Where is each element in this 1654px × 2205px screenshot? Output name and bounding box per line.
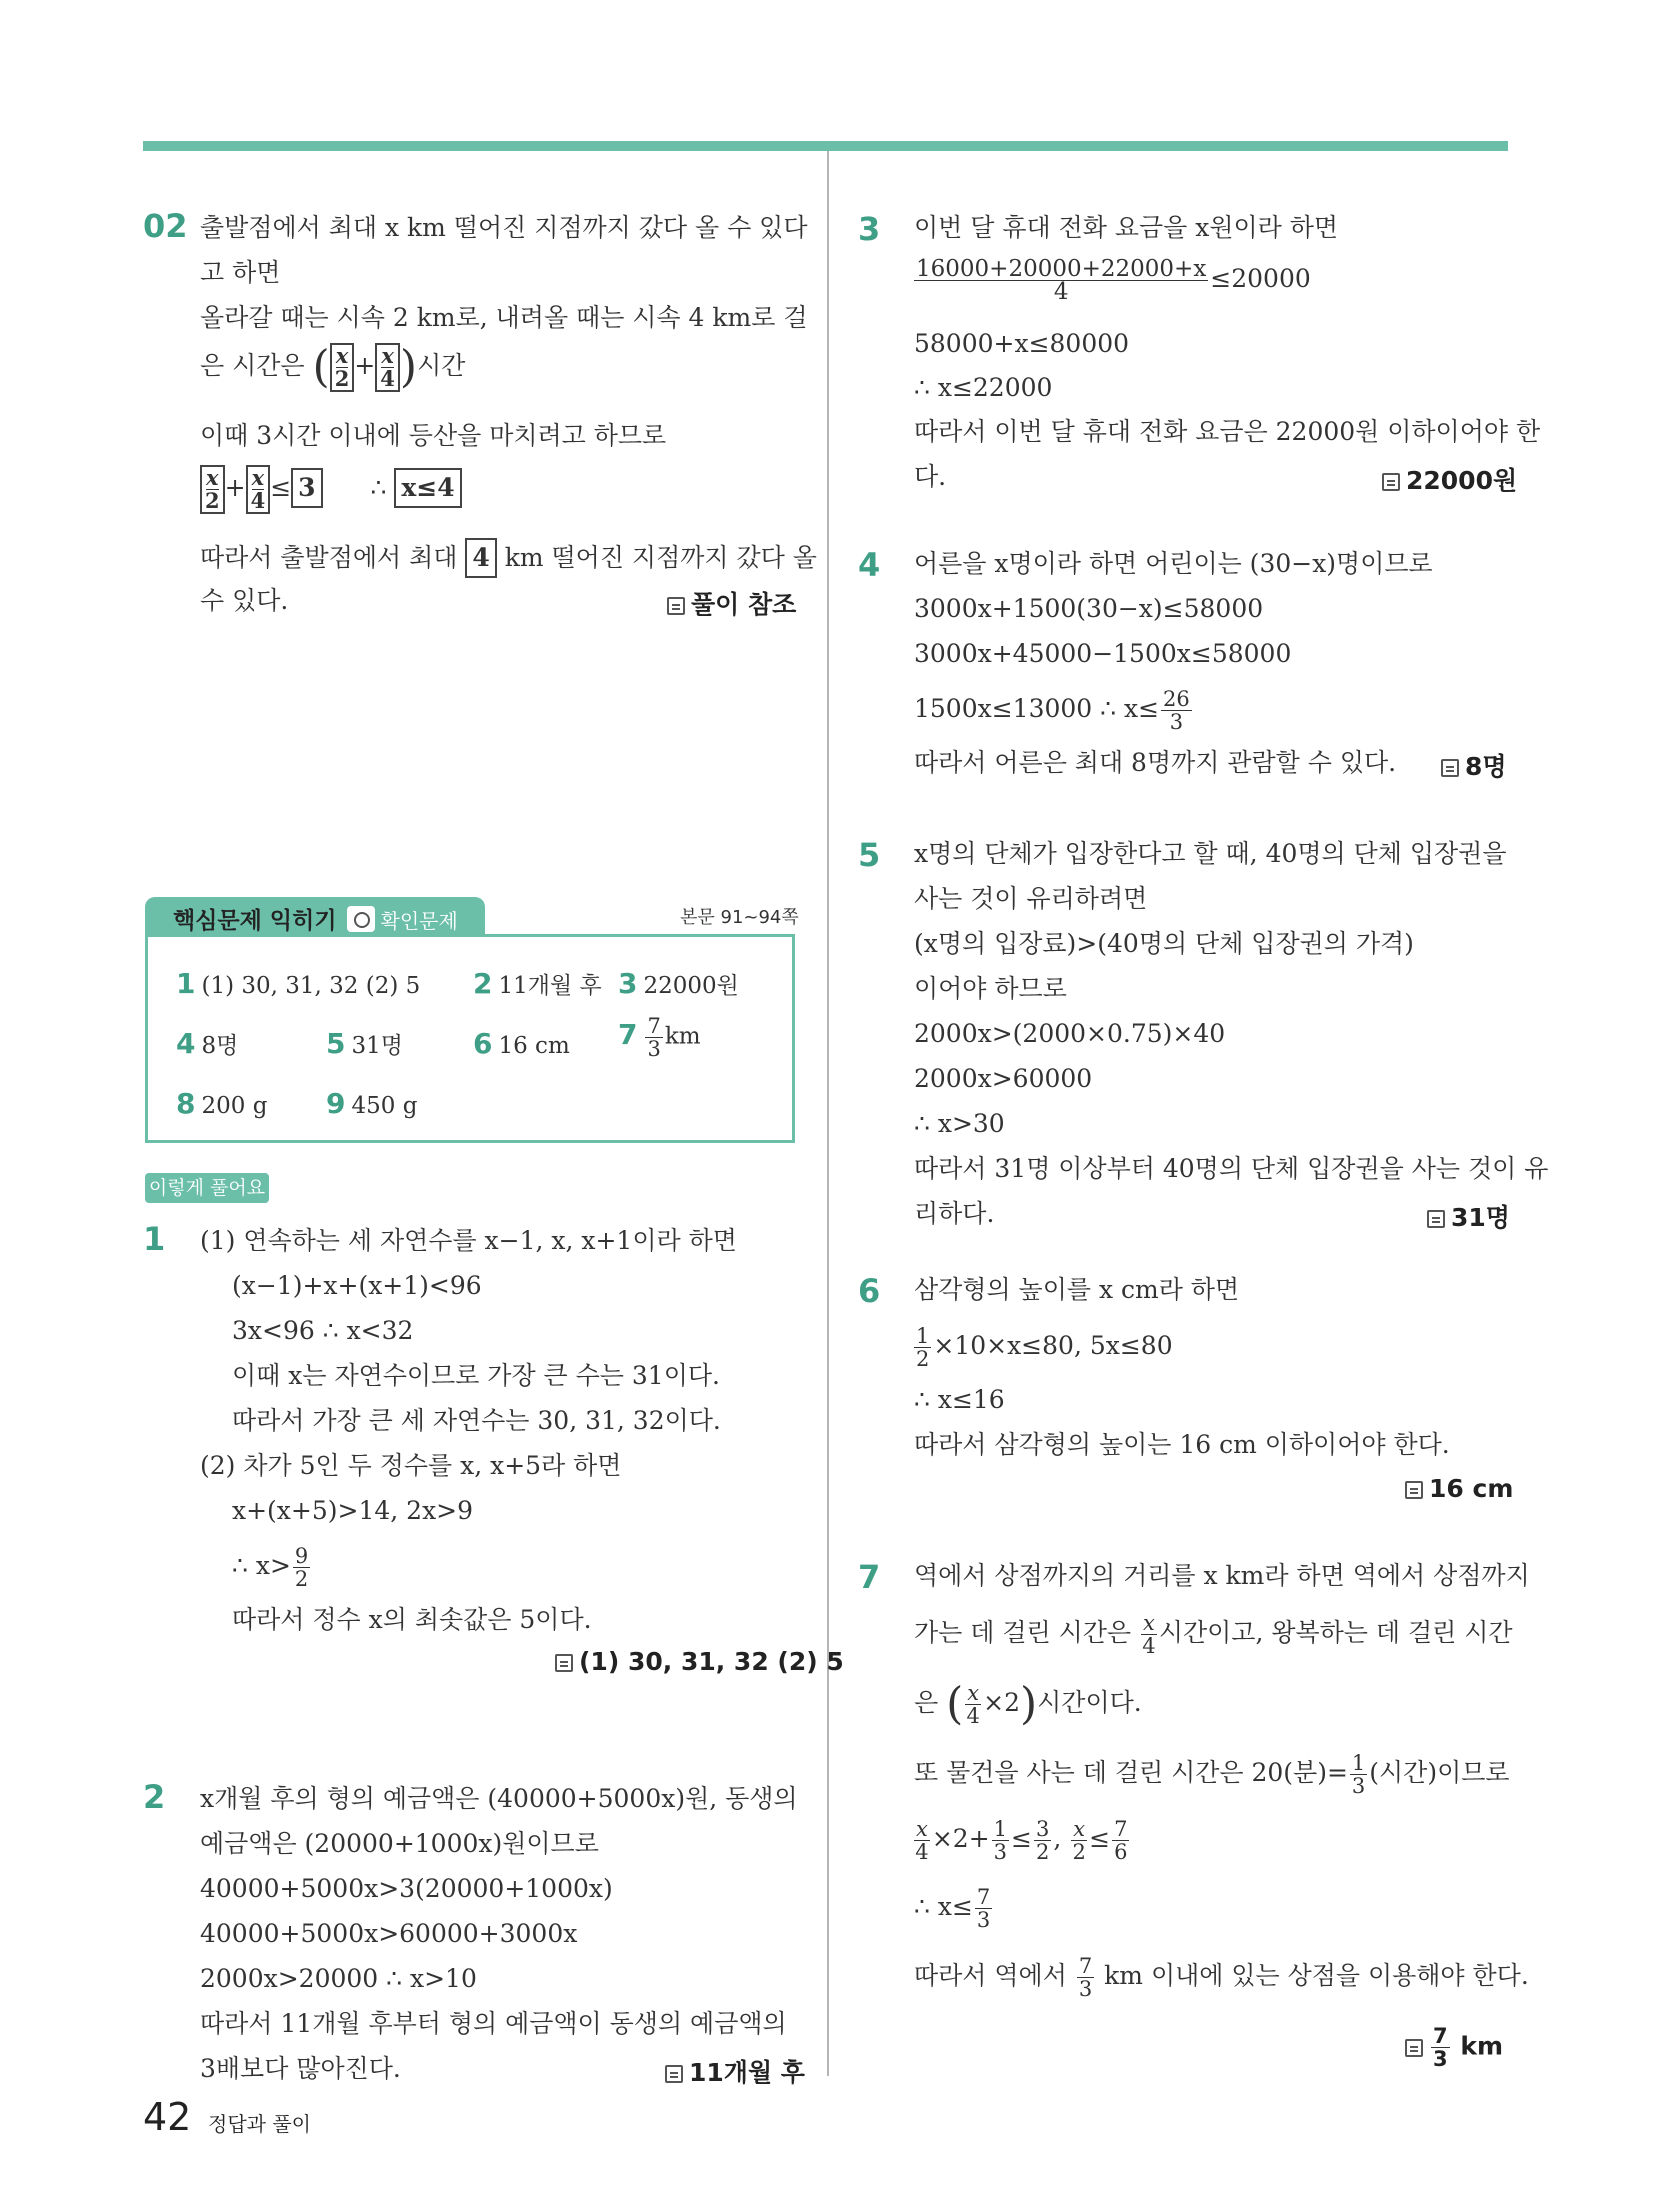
- text-span: km 떨어진 지점까지 갔다 올: [504, 543, 817, 572]
- text-line: 따라서 역에서 $\frac{7}{3}$ km 이내에 있는 상점을 이용해야 한다.: [914, 1954, 1529, 2001]
- text-line: ∴ x≤ $\frac{7}{3}$: [914, 1885, 991, 1932]
- text-line: 따라서 가장 큰 세 자연수는 30, 31, 32이다.: [232, 1406, 721, 1435]
- core-item: 4 8명: [176, 1027, 239, 1060]
- text-line: 수 있다.: [200, 586, 289, 615]
- core-item: 9 450 g: [326, 1087, 418, 1120]
- core-problems-tab: [145, 897, 485, 937]
- solution-tag: 이렇게 풀어요: [145, 1173, 269, 1203]
- problem-number: 6: [858, 1272, 881, 1310]
- text-line: 삼각형의 높이를 x cm라 하면: [914, 1275, 1240, 1304]
- answer-mark: (1) 30, 31, 32 (2) 5: [555, 1647, 844, 1676]
- core-title: 핵심문제 익히기: [173, 908, 337, 934]
- answer-box: 4: [465, 538, 496, 578]
- text-line: 3000x+45000−1500x≤58000: [914, 639, 1292, 668]
- text-line: 따라서 삼각형의 높이는 16 cm 이하이어야 한다.: [914, 1430, 1450, 1459]
- answer-icon: [1405, 2039, 1423, 2057]
- text-line: 이어야 하므로: [914, 974, 1067, 1003]
- answer-mark: 8명: [1441, 747, 1507, 783]
- text-line: ∴ x≤22000: [914, 373, 1053, 402]
- text-span: 따라서 출발점에서 최대: [200, 543, 458, 572]
- answer-box: x≤4: [394, 468, 461, 508]
- text-line: 따라서 정수 x의 최솟값은 5이다.: [232, 1605, 592, 1634]
- core-item: 1 (1) 30, 31, 32 (2) 5: [176, 967, 421, 1000]
- text-line: [200, 538, 817, 578]
- text-line: 3배보다 많아진다.: [200, 2054, 401, 2083]
- problem-number: 4: [858, 546, 881, 584]
- answer-mark: 22000원: [1382, 461, 1517, 497]
- core-item: 5 31명: [326, 1027, 403, 1060]
- core-item: 7 $\frac{7}{3}$ km: [618, 1014, 701, 1061]
- answer-icon: [665, 2065, 683, 2083]
- text-line: ∴ x≤16: [914, 1385, 1005, 1414]
- text-line: x명의 단체가 입장한다고 할 때, 40명의 단체 입장권을: [914, 839, 1507, 868]
- core-item: 8 200 g: [176, 1087, 268, 1120]
- text-line: 올라갈 때는 시속 2 km로, 내려올 때는 시속 4 km로 걸: [200, 303, 808, 332]
- text-line: $\frac{x}{4}$ ×2+ $\frac{1}{3}$ ≤ $\frac{3}{2}$ , $\frac{x}{2}$ ≤ $\frac{7}{6}$: [915, 1817, 1128, 1864]
- answer-icon: [1427, 1210, 1445, 1228]
- text-line: 예금액은 (20000+1000x)원이므로: [200, 1829, 599, 1858]
- text-line: 은 ( $\frac{x}{4}$ ×2)시간이다.: [914, 1678, 1142, 1730]
- text-line: (x−1)+x+(x+1)<96: [232, 1271, 482, 1300]
- text-line: 3x<96 ∴ x<32: [232, 1316, 414, 1345]
- text-line: 출발점에서 최대 x km 떨어진 지점까지 갔다 올 수 있다: [200, 213, 808, 242]
- text-line: 사는 것이 유리하려면: [914, 884, 1148, 913]
- text-line: 40000+5000x>3(20000+1000x): [200, 1874, 613, 1903]
- top-accent-bar: [143, 141, 1508, 151]
- text-line: 40000+5000x>60000+3000x: [200, 1919, 578, 1948]
- text-line: 고 하면: [200, 258, 281, 287]
- text-line: (1) 연속하는 세 자연수를 x−1, x, x+1이라 하면: [200, 1226, 737, 1255]
- inequality-line: $\frac{x}{2}$ + $\frac{x}{4}$ ≤ 3 ∴ x≤4: [200, 465, 462, 514]
- text-line: 따라서 31명 이상부터 40명의 단체 입장권을 사는 것이 유: [914, 1154, 1549, 1183]
- text-line: x+(x+5)>14, 2x>9: [232, 1496, 474, 1525]
- column-divider: [827, 151, 829, 2076]
- core-subtitle: 확인문제: [380, 909, 458, 933]
- text-span: 시간: [417, 351, 466, 380]
- text-line: (x명의 입장료)>(40명의 단체 입장권의 가격): [914, 929, 1414, 958]
- key-icon: [347, 906, 375, 932]
- text-line: 따라서 11개월 후부터 형의 예금액이 동생의 예금액의: [200, 2009, 787, 2038]
- answer-icon: [667, 597, 685, 615]
- problem-number: 2: [143, 1778, 166, 1816]
- problem-number: 02: [143, 207, 188, 245]
- text-span: 은 시간은: [200, 351, 305, 380]
- text-line: $\frac{16000+20000+22000+x}{4}$ ≤20000: [916, 256, 1311, 305]
- text-line: 다.: [914, 462, 947, 491]
- answer-icon: [1405, 1481, 1423, 1499]
- page-number: 42: [143, 2095, 192, 2139]
- answer-box: 3: [291, 468, 322, 508]
- answer-mark: 풀이 참조: [667, 585, 796, 621]
- time-expression: 은 시간은 ( $\frac{x}{2}$ + $\frac{x}{4}$ )시간: [200, 341, 466, 393]
- answer-mark: 11개월 후: [665, 2053, 805, 2089]
- answer-mark: 16 cm: [1405, 1474, 1513, 1503]
- core-item: 3 22000원: [618, 967, 739, 1000]
- text-line: 2000x>20000 ∴ x>10: [200, 1964, 477, 1993]
- problem-number: 5: [858, 836, 881, 874]
- core-item: 2 11개월 후: [473, 967, 602, 1000]
- text-line: 2000x>60000: [914, 1064, 1093, 1093]
- text-line: 58000+x≤80000: [914, 329, 1130, 358]
- answer-mark: 31명: [1427, 1198, 1510, 1234]
- text-line: 따라서 이번 달 휴대 전화 요금은 22000원 이하이어야 한: [914, 417, 1541, 446]
- answer-mark: $\frac{7}{3}$ km: [1405, 2025, 1503, 2070]
- problem-number: 7: [858, 1558, 881, 1596]
- core-answer-box: [145, 934, 795, 1143]
- text-line: 또 물건을 사는 데 걸린 시간은 20(분)= $\frac{1}{3}$ (시간)이므로: [914, 1751, 1510, 1798]
- text-line: 이때 3시간 이내에 등산을 마치려고 하므로: [200, 421, 667, 450]
- text-line: 가는 데 걸린 시간은 $\frac{x}{4}$ 시간이고, 왕복하는 데 걸린 시간: [914, 1611, 1513, 1658]
- text-line: 이때 x는 자연수이므로 가장 큰 수는 31이다.: [232, 1361, 720, 1390]
- answer-icon: [555, 1654, 573, 1672]
- text-line: ∴ x>30: [914, 1109, 1005, 1138]
- text-line: $\frac{1}{2}$ ×10×x≤80, 5x≤80: [916, 1324, 1173, 1371]
- page-reference: 본문 91~94쪽: [680, 907, 799, 928]
- text-line: x개월 후의 형의 예금액은 (40000+5000x)원, 동생의: [200, 1784, 798, 1813]
- core-item: 6 16 cm: [473, 1027, 570, 1060]
- text-line: 이번 달 휴대 전화 요금을 x원이라 하면: [914, 213, 1339, 242]
- problem-number: 3: [858, 210, 881, 248]
- answer-icon: [1441, 759, 1459, 777]
- answer-icon: [1382, 473, 1400, 491]
- text-line: 2000x>(2000×0.75)×40: [914, 1019, 1226, 1048]
- problem-number: 1: [143, 1220, 166, 1258]
- text-line: 1500x≤13000 ∴ x≤ $\frac{26}{3}$: [914, 687, 1190, 734]
- text-line: (2) 차가 5인 두 정수를 x, x+5라 하면: [200, 1451, 622, 1480]
- text-line: ∴ x> $\frac{9}{2}$: [232, 1544, 309, 1591]
- text-line: 3000x+1500(30−x)≤58000: [914, 594, 1264, 623]
- text-line: 따라서 어른은 최대 8명까지 관람할 수 있다.: [914, 748, 1397, 777]
- text-line: 어른을 x명이라 하면 어린이는 (30−x)명이므로: [914, 549, 1433, 578]
- page-label: 정답과 풀이: [208, 2112, 311, 2136]
- text-line: 리하다.: [914, 1199, 995, 1228]
- text-line: 역에서 상점까지의 거리를 x km라 하면 역에서 상점까지: [914, 1561, 1530, 1590]
